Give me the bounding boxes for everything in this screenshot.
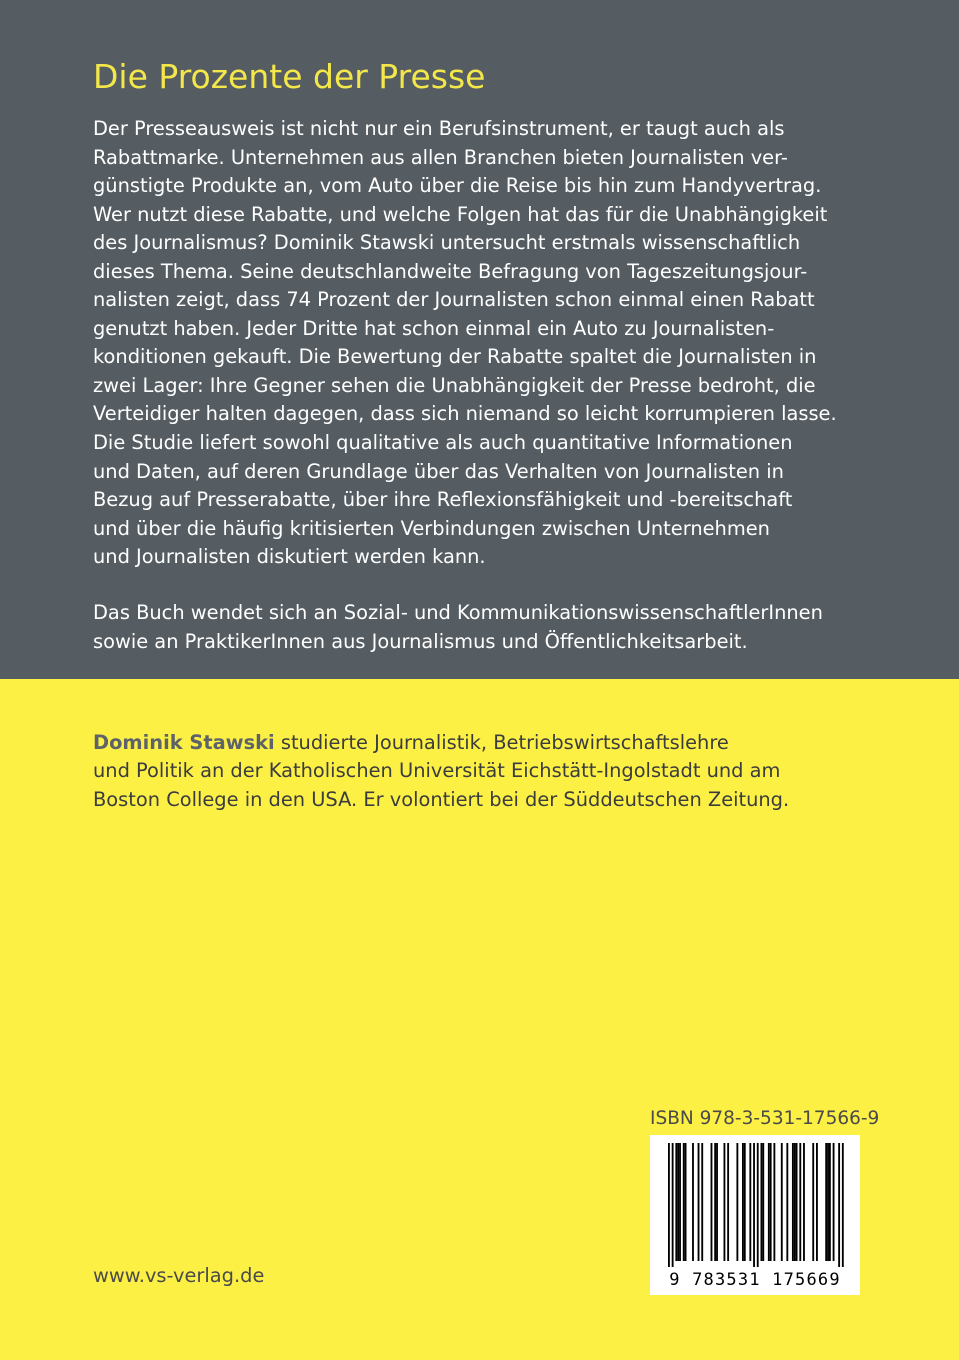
- barcode-bar: [842, 1143, 844, 1267]
- book-title: Die Prozente der Presse: [93, 57, 486, 96]
- barcode-bar: [711, 1143, 713, 1261]
- barcode-bar: [736, 1143, 738, 1261]
- bio-line: [93, 729, 789, 757]
- barcode-bar: [799, 1143, 801, 1261]
- barcode-bar: [757, 1143, 759, 1267]
- barcode-bar: [724, 1143, 726, 1261]
- barcode-digits: 9 783531 175669: [669, 1270, 841, 1290]
- isbn-label: ISBN 978-3-531-17566-9: [650, 1108, 880, 1129]
- barcode-graphic: [650, 1135, 860, 1295]
- description-line: Wer nutzt diese Rabatte, und welche Folgen hat das für die Unabhängigkeit: [93, 202, 828, 226]
- description-line: nalisten zeigt, dass 74 Prozent der Journalisten schon einmal einen Rabatt: [93, 288, 815, 312]
- author-name: Dominik Stawski: [93, 731, 275, 754]
- barcode-bars: [668, 1143, 844, 1267]
- description-panel: [0, 0, 959, 679]
- barcode-bar: [677, 1143, 679, 1261]
- barcode-bar: [792, 1143, 794, 1261]
- barcode-bar: [683, 1143, 685, 1261]
- barcode-bar: [749, 1143, 751, 1261]
- description-line: des Journalismus? Dominik Stawski untersucht erstmals wissenschaftlich: [93, 231, 801, 255]
- barcode-bar: [794, 1143, 796, 1261]
- description-line: Verteidiger halten dagegen, dass sich niemand so leicht korrumpieren lasse.: [93, 402, 837, 426]
- description-line: Die Studie liefert sowohl qualitative als auch quantitative Informationen: [93, 431, 793, 455]
- barcode-bar: [742, 1143, 744, 1261]
- description-line: zwei Lager: Ihre Gegner sehen die Unabhängigkeit der Presse bedroht, die: [93, 373, 816, 397]
- barcode-bar: [786, 1143, 788, 1261]
- description-line: dieses Thema. Seine deutschlandweite Befragung von Tageszeitungsjour-: [93, 259, 808, 283]
- publisher-website[interactable]: www.vs-verlag.de: [93, 1264, 265, 1287]
- barcode-bar: [716, 1143, 718, 1261]
- description-line: Bezug auf Presserabatte, über ihre Reflexionsfähigkeit und -bereitschaft: [93, 488, 793, 512]
- description-line: Der Presseausweis ist nicht nur ein Berufsinstrument, er taugt auch als: [93, 117, 785, 140]
- barcode-bar: [701, 1143, 703, 1261]
- barcode-bar: [753, 1143, 755, 1267]
- description-line: günstigte Produkte an, vom Auto über die Reise bis hin zum Handyvertrag.: [93, 174, 822, 198]
- barcode-bar: [727, 1143, 729, 1261]
- description-line: konditionen gekauft. Die Bewertung der Rabatte spaltet die Journalisten in: [93, 345, 817, 369]
- barcode-bar: [829, 1143, 831, 1261]
- description-line: genutzt haben. Jeder Dritte hat schon einmal ein Auto zu Journalisten-: [93, 316, 775, 340]
- barcode-bar: [768, 1143, 770, 1261]
- barcode-bar: [803, 1143, 805, 1261]
- barcode-bar: [698, 1143, 700, 1261]
- barcode-bar: [816, 1143, 818, 1261]
- description-line: und über die häufig kritisierten Verbindungen zwischen Unternehmen: [93, 516, 770, 540]
- barcode-bar: [770, 1143, 772, 1261]
- bio-line: und Politik an der Katholischen Universität Eichstätt-Ingolstadt und am: [93, 759, 781, 783]
- barcode-bar: [714, 1143, 716, 1261]
- barcode-bar: [773, 1143, 775, 1261]
- barcode-bar: [838, 1143, 840, 1267]
- barcode-bar: [761, 1143, 763, 1261]
- barcode-bar: [762, 1143, 764, 1261]
- barcode-bar: [744, 1143, 746, 1261]
- description-line: Rabattmarke. Unternehmen aus allen Branchen bieten Journalisten ver-: [93, 145, 788, 169]
- author-bio: [93, 729, 789, 814]
- target-audience: [93, 599, 823, 656]
- description-line: und Journalisten diskutiert werden kann.: [93, 545, 486, 569]
- barcode-bar: [675, 1143, 677, 1261]
- barcode-bar: [796, 1143, 798, 1261]
- bio-line: Boston College in den USA. Er volontiert bei der Süddeutschen Zeitung.: [93, 787, 790, 811]
- barcode-bar: [679, 1143, 681, 1261]
- book-description: [93, 115, 883, 572]
- barcode-bar: [692, 1143, 694, 1261]
- bio-text: studierte Journalistik, Betriebswirtschaftslehre: [274, 731, 729, 754]
- barcode-bar: [827, 1143, 829, 1261]
- audience-line: sowie an PraktikerInnen aus Journalismus und Öffentlichkeitsarbeit.: [93, 629, 748, 653]
- isbn-barcode: [650, 1135, 860, 1295]
- barcode-bar: [672, 1143, 674, 1267]
- barcode-bar: [685, 1143, 687, 1261]
- description-line: und Daten, auf deren Grundlage über das Verhalten von Journalisten in: [93, 459, 784, 483]
- barcode-bar: [781, 1143, 783, 1261]
- barcode-bar: [668, 1143, 670, 1267]
- barcode-bar: [833, 1143, 835, 1261]
- audience-line: Das Buch wendet sich an Sozial- und KommunikationswissenschaftlerInnen: [93, 601, 823, 624]
- barcode-bar: [812, 1143, 814, 1261]
- barcode-bar: [825, 1143, 827, 1261]
